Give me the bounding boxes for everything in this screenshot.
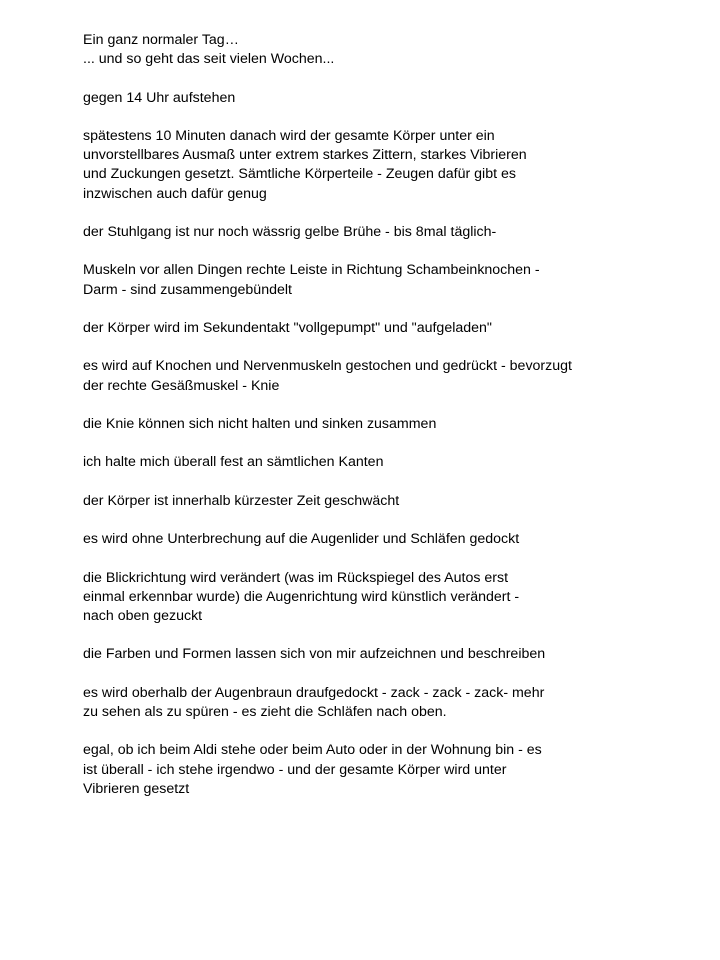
paragraph-5: der Körper wird im Sekundentakt "vollgepumpt" und "aufgeladen": [83, 319, 492, 336]
paragraph-13: es wird oberhalb der Augenbraun draufgedockt - zack - zack - zack- mehr zu sehen als zu spüren - es zieht die Schläfen nach oben.: [83, 684, 545, 720]
paragraph-7: die Knie können sich nicht halten und sinken zusammen: [83, 415, 437, 432]
paragraph-spacer: [83, 626, 683, 645]
document-body: [83, 31, 683, 799]
paragraph-spacer: [83, 722, 683, 741]
paragraph-spacer: [83, 665, 683, 684]
paragraph-spacer: [83, 204, 683, 223]
paragraph-3: der Stuhlgang ist nur noch wässrig gelbe Brühe - bis 8mal täglich-: [83, 223, 497, 240]
paragraph-spacer: [83, 69, 683, 88]
document-subtitle-line: ... und so geht das seit vielen Wochen...: [83, 51, 335, 68]
paragraph-14: egal, ob ich beim Aldi stehe oder beim Auto oder in der Wohnung bin - es ist überall - ich stehe irgendwo - und der gesamte Körper wird unter Vibrieren gesetzt: [83, 742, 542, 797]
document-title-line: Ein ganz normaler Tag…: [83, 32, 239, 48]
paragraph-spacer: [83, 300, 683, 319]
paragraph-spacer: [83, 396, 683, 415]
paragraph-4: Muskeln vor allen Dingen rechte Leiste in Richtung Schambeinknochen - Darm - sind zusammengebündelt: [83, 262, 540, 298]
paragraph-10: es wird ohne Unterbrechung auf die Augenlider und Schläfen gedockt: [83, 531, 520, 548]
paragraph-2: spätestens 10 Minuten danach wird der gesamte Körper unter ein unvorstellbares Ausmaß unter extrem starkes Zittern, starkes Vibrieren und Zuckungen gesetzt. Sämtliche Körperteile - Zeugen dafür gibt es inzwischen auch dafür genug: [83, 127, 527, 202]
paragraph-spacer: [83, 242, 683, 261]
paragraph-8: ich halte mich überall fest an sämtlichen Kanten: [83, 454, 384, 471]
paragraph-spacer: [83, 434, 683, 453]
paragraph-spacer: [83, 108, 683, 127]
paragraph-spacer: [83, 338, 683, 357]
paragraph-spacer: [83, 549, 683, 568]
paragraph-11: die Blickrichtung wird verändert (was im Rückspiegel des Autos erst einmal erkennbar wurde) die Augenrichtung wird künstlich verändert - nach oben gezuckt: [83, 569, 520, 624]
paragraph-spacer: [83, 511, 683, 530]
paragraph-6: es wird auf Knochen und Nervenmuskeln gestochen und gedrückt - bevorzugt der rechte Gesäßmuskel - Knie: [83, 358, 572, 394]
paragraph-spacer: [83, 473, 683, 492]
paragraph-12: die Farben und Formen lassen sich von mir aufzeichnen und beschreiben: [83, 646, 546, 663]
paragraph-1: gegen 14 Uhr aufstehen: [83, 89, 236, 106]
paragraph-9: der Körper ist innerhalb kürzester Zeit geschwächt: [83, 492, 400, 509]
